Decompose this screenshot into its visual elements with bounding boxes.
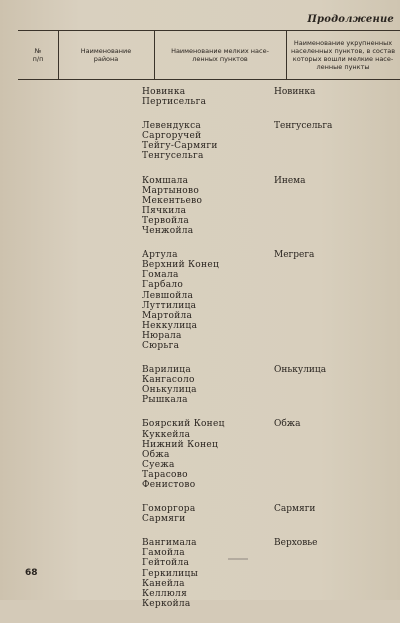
table-row <box>18 121 400 161</box>
small-settlement: Комшала <box>142 175 189 186</box>
small-settlement: Куккейла <box>142 429 191 440</box>
small-settlement: Сюрьга <box>142 340 180 351</box>
small-settlement: Керкойла <box>142 598 191 609</box>
enlarged-settlement: Обжа <box>274 419 301 430</box>
table-row <box>18 538 400 609</box>
small-settlement: Левендукса <box>142 121 202 132</box>
small-settlement: Неккулица <box>142 320 198 331</box>
small-settlement: Верхний Конец <box>142 260 220 271</box>
small-settlement: Кангасоло <box>142 375 195 386</box>
header-enlarged-settlements: Наименование укрупненных населенных пунктов, в состав которых вошли мелкие насе- ленные пункты <box>290 39 396 71</box>
table-row <box>18 419 400 490</box>
small-settlement: Нюрала <box>142 330 182 341</box>
enlarged-settlement: Онькулица <box>274 365 327 376</box>
small-settlement: Тенгусельга <box>142 151 204 162</box>
small-settlement: Артула <box>142 250 178 261</box>
small-settlements-list <box>142 365 274 405</box>
small-settlements-list <box>142 87 274 107</box>
small-settlement: Нижний Конец <box>142 439 219 450</box>
table-row <box>18 504 400 524</box>
header-small-settlements: Наименование мелких насе- ленных пунктов <box>171 47 269 63</box>
small-settlement: Мартыново <box>142 185 200 196</box>
small-settlement: Саргоручей <box>142 131 202 142</box>
small-settlements-list <box>142 538 274 609</box>
enlarged-settlement: Тенгусельга <box>274 121 333 132</box>
small-settlement: Канейла <box>142 578 185 589</box>
page-number: 68 <box>25 568 38 578</box>
small-settlement: Суежа <box>142 459 175 470</box>
enlarged-settlement: Мегрега <box>274 250 315 261</box>
small-settlements-list <box>142 250 274 351</box>
small-settlement: Новинка <box>142 87 186 97</box>
small-settlement: Пертисельга <box>142 97 207 108</box>
small-settlement: Гейтойла <box>142 558 190 569</box>
enlarged-settlement: Сармяги <box>274 504 316 515</box>
small-settlement: Левшойла <box>142 290 194 301</box>
small-settlements-list <box>142 419 274 490</box>
table-row <box>18 176 400 237</box>
small-settlement: Тейгу-Сармяги <box>142 141 218 152</box>
header-number: № п/п <box>32 47 44 63</box>
small-settlement: Пячкила <box>142 205 187 216</box>
small-settlement: Рышкала <box>142 395 188 406</box>
small-settlement: Геркилицы <box>142 568 199 579</box>
header-district: Наименование района <box>80 47 132 63</box>
continuation-label: Продолжение <box>307 14 394 25</box>
small-settlement: Онькулица <box>142 385 197 396</box>
small-settlement: Боярский Конец <box>142 419 225 430</box>
small-settlement: Вангимала <box>142 538 197 549</box>
small-settlement: Гомала <box>142 270 179 281</box>
small-settlement: Гарбало <box>142 280 184 291</box>
small-settlement: Келлюля <box>142 588 188 599</box>
enlarged-settlement: Верховье <box>274 538 318 549</box>
small-settlement: Варилица <box>142 365 192 376</box>
small-settlements-list <box>142 504 274 524</box>
settlement-table <box>18 30 400 609</box>
ink-smudge <box>228 558 248 560</box>
small-settlement: Мартойла <box>142 310 193 321</box>
small-settlement: Обжа <box>142 449 170 460</box>
table-body <box>18 87 400 623</box>
small-settlement: Луттилица <box>142 300 197 311</box>
enlarged-settlement: Новинка <box>274 87 316 97</box>
small-settlement: Сармяги <box>142 514 186 525</box>
table-row <box>18 87 400 107</box>
small-settlements-list <box>142 121 274 161</box>
small-settlement: Гоморгора <box>142 504 196 515</box>
table-header <box>18 31 400 80</box>
small-settlement: Тервойла <box>142 215 190 226</box>
small-settlement: Тарасово <box>142 469 188 480</box>
small-settlement: Мекентьево <box>142 195 203 206</box>
table-row <box>18 250 400 351</box>
small-settlements-list <box>142 176 274 237</box>
small-settlement: Гамойла <box>142 548 185 559</box>
table-row <box>18 365 400 405</box>
enlarged-settlement: Инема <box>274 175 306 186</box>
small-settlement: Ченжойла <box>142 226 194 237</box>
small-settlement: Фенистово <box>142 480 196 490</box>
